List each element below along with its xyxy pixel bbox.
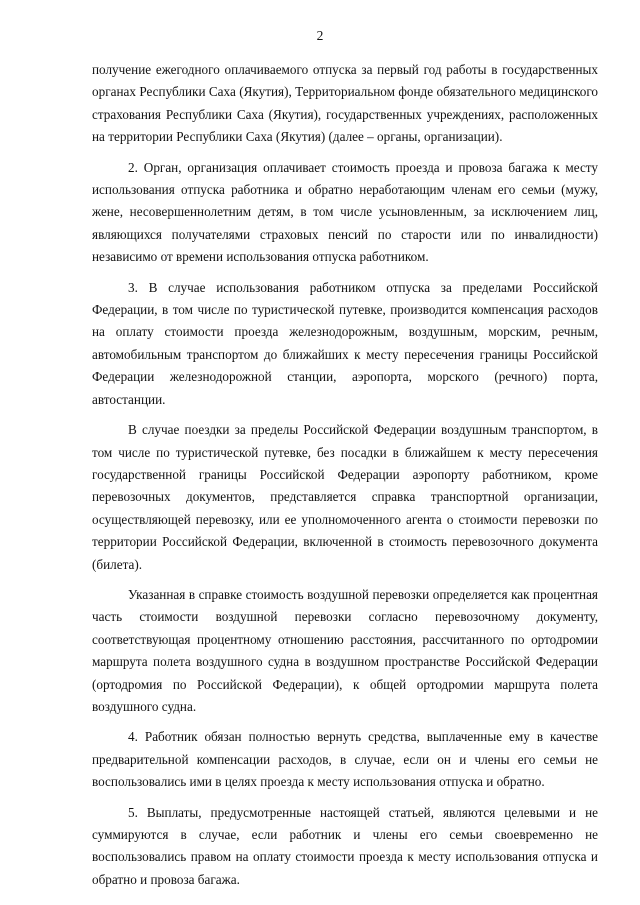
paragraph-continuation: получение ежегодного оплачиваемого отпуска за первый год работы в государственных органах Республики Саха (Якутия), Территориальном фонде обязательного медицинского страхования Республики Саха (Якутия), государственных учреждениях, расположенных на территории Республики Саха (Якутия) (далее – органы, организации).	[92, 62, 598, 145]
paragraph-item-5: 5. Выплаты, предусмотренные настоящей статьей, являются целевыми и не суммируются в случае, если работник и члены его семьи своевременно не воспользовались правом на оплату стоимости проезда к месту использования отпуска и обратно и провоза багажа.	[92, 804, 598, 887]
document-body	[92, 59, 598, 899]
paragraph-air-cost-calculation: Указанная в справке стоимость воздушной перевозки определяется как процентная часть стоимости воздушной перевозки согласно перевозочному документу, соответствующая процентному отношению расстояния, рассчитанного по ортодромии маршрута полета воздушного судна в воздушном пространстве Российской Федерации (ортодромия по Российской Федерации), к общей ортодромии маршрута полета воздушного судна.	[92, 586, 598, 714]
paragraph-item-2: 2. Орган, организация оплачивает стоимость проезда и провоза багажа к месту использования отпуска работника и обратно неработающим членам его семьи (мужу, жене, несовершеннолетним детям, в том числе усыновленным, за исключением лиц, являющихся получателями страховых пенсий по старости или по инвалидности) независимо от времени использования отпуска работником.	[92, 159, 598, 265]
paragraph-item-4: 4. Работник обязан полностью вернуть средства, выплаченные ему в качестве предварительной компенсации расходов, в случае, если он и члены его семьи не воспользовались ими в целях проезда к месту использования отпуска и обратно.	[92, 729, 598, 790]
page-number: 2	[316, 28, 324, 43]
paragraph-air-travel: В случае поездки за пределы Российской Федерации воздушным транспортом, в том числе по туристической путевке, без посадки в ближайшем к месту пересечения государственной границы Российской Федерации аэропорту работником, кроме перевозочных документов, представляется справка транспортной организации, осуществляющей перевозку, или ее уполномоченного агента о стоимости перевозки по территории Российской Федерации, включенной в стоимость перевозочного документа (билета).	[92, 422, 598, 572]
paragraph-item-3: 3. В случае использования работником отпуска за пределами Российской Федерации, в том числе по туристической путевке, производится компенсация расходов на оплату стоимости проезда железнодорожным, воздушным, морским, речным, автомобильным транспортом до ближайших к месту пересечения границы Российской Федерации железнодорожной станции, аэропорта, морского (речного) порта, автостанции.	[92, 279, 598, 407]
